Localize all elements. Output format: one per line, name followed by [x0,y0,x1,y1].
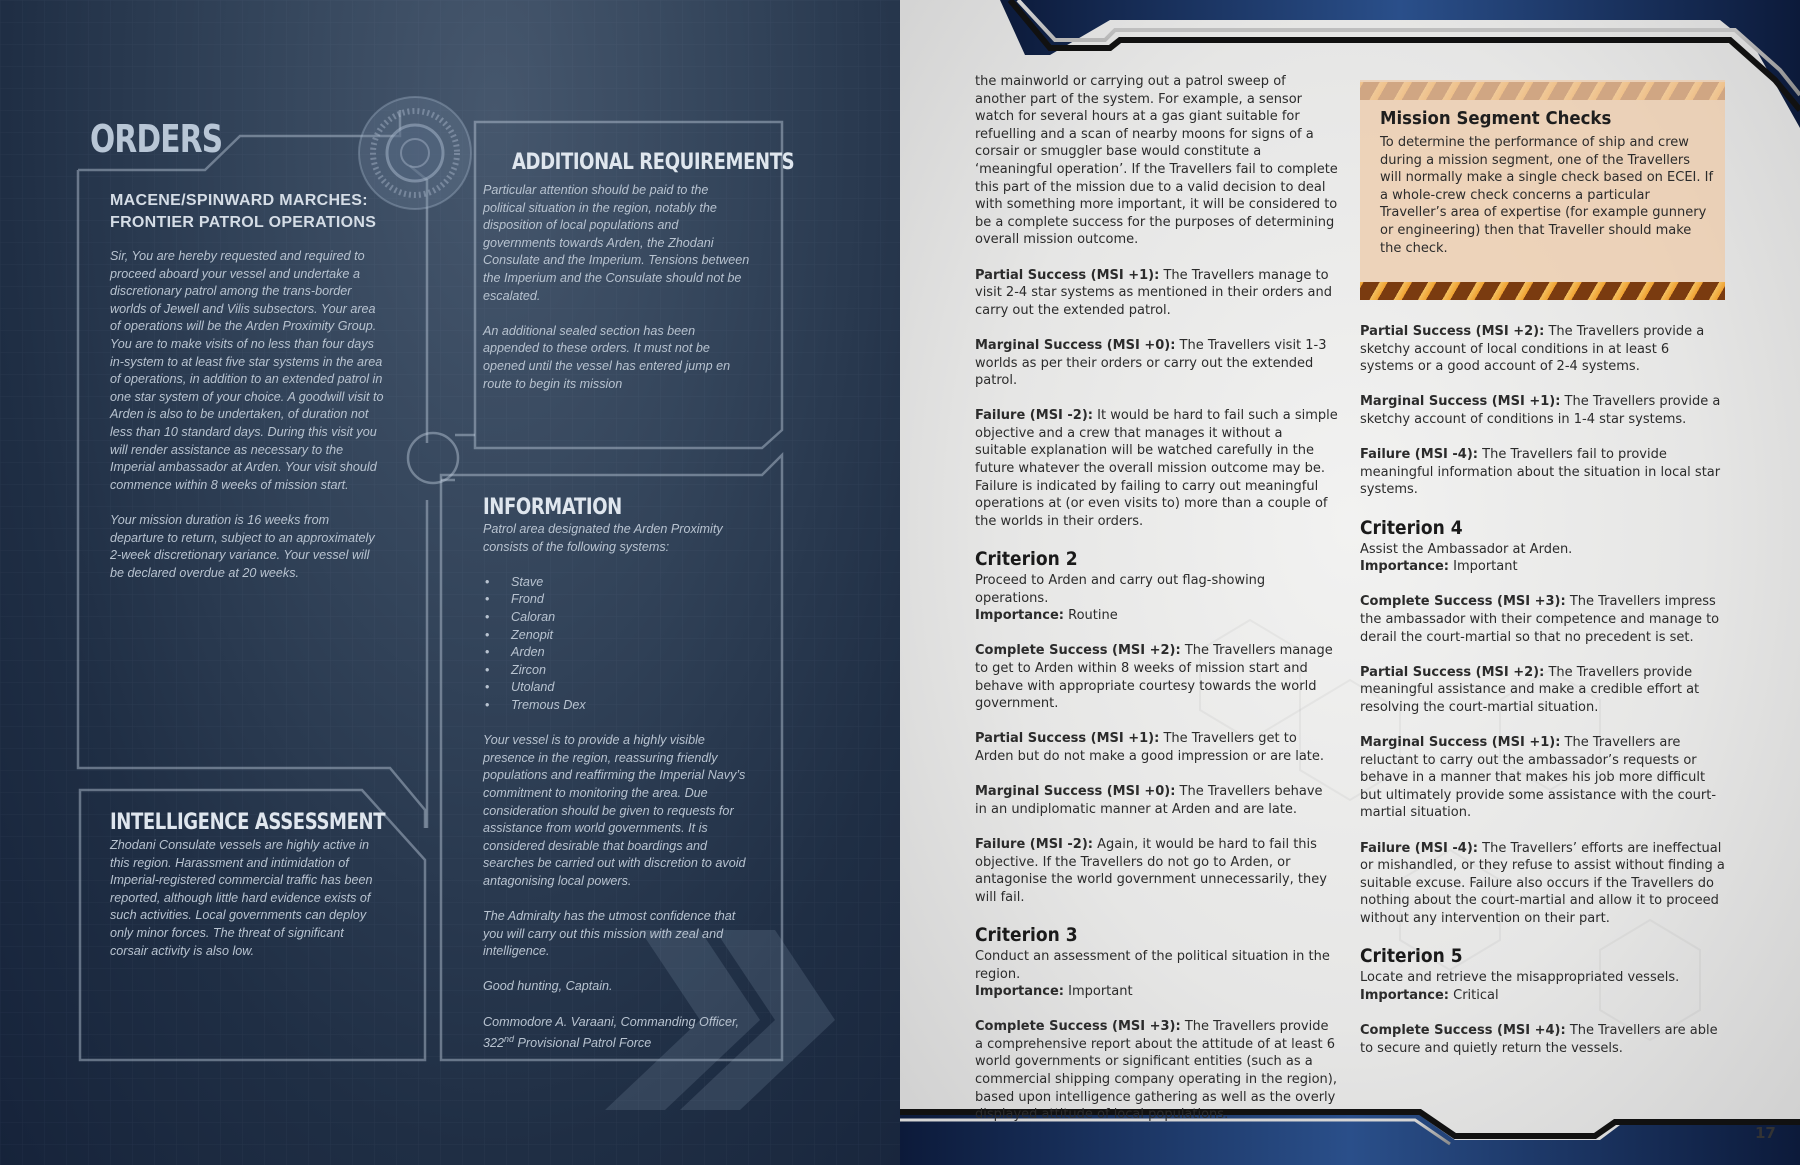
page-number: 17 [1755,1124,1776,1142]
list-item: • Zircon [483,662,753,680]
hazard-stripe-bottom [1360,282,1725,300]
orders-title: ORDERS [90,117,223,161]
signoff: Commodore A. Varaani, Commanding Officer, 322nd Provisional Patrol Force [483,1014,739,1051]
systems-list [483,574,753,715]
intel-title: INTELLIGENCE ASSESSMENT [110,810,386,835]
criteria-column-2: Partial Success (MSI +2): The Travellers provide a sketchy account of local conditions in at least 6 systems or a good account of 2-4 systems. Marginal Success (MSI +1): The Travellers provide a sketchy account of conditions in 1-4 star systems. Failure (MSI -4): The Travellers fail to provide meaningful information about the situation in local star systems. Criterion 4 Assist the Ambassador at Arden. Importance: Important Complete Success (MSI +3): The Travellers impress the ambassador with their competence and manage to derail the court-martial so that no precedent is set. Partial Success (MSI +2): The Travellers provide meaningful assistance and make a credible effort at resolving the court-martial situation. Marginal Success (MSI +1): The Travellers are reluctant to carry out the ambassador’s requests or behave in a manner that makes his job more difficult but ultimately provide some assistance with the court-martial situation. Failure (MSI -4): The Travellers’ efforts are ineffectual or mishandled, or they refuse to assist without finding a suitable excuse. Failure also occurs if the Travellers do nothing about the court-martial and allow it to proceed without any intervention on their part. Criterion 5 Locate and retrieve the misappropriated vessels. Importance: Critical Complete Success (MSI +4): The Travellers are able to secure and quietly return the vessels. [1360,324,1725,1056]
orders-body: Sir, You are hereby requested and required to proceed aboard your vessel and undertake a discretionary patrol among the trans-border worlds of Jewell and Vilis subsectors. Your area of operations will be the Arden Proximity Group. You are to make visits of no less than four days in-system to at least five star systems in the area of operations, in addition to an extended patrol in one star system of your choice. A goodwill visit to Arden is also to be undertaken, of duration not less than 10 standard days. During this visit you will render assistance as necessary to the Imperial ambassador at Arden. Your visit should commence within 8 weeks of mission start. Your mission duration is 16 weeks from departure to return, subject to an approximately 2-week discretionary variance. Your vessel will be declared overdue at 20 weeks. [110,249,384,580]
information-title: INFORMATION [483,495,622,520]
intel-body: Zhodani Consulate vessels are highly active in this region. Harassment and intimidation of Imperial-registered commercial traffic has been reported, although little hard evidence exists of such activities. Local governments can deploy only minor forces. The threat of significant corsair activity is also low. [110,838,373,958]
mission-segment-callout [1360,80,1725,300]
list-item: • Tremous Dex [483,697,753,715]
criterion-5-title: Criterion 5 [1360,945,1463,968]
additional-requirements-title: ADDITIONAL REQUIREMENTS [512,150,795,175]
list-item: • Stave [483,574,753,592]
callout-body: To determine the performance of ship and crew during a mission segment, one of the Travellers will normally make a single check based on ECEI. If a whole-crew check concerns a particular Traveller’s area of expertise (for example gunnery or engineering) then that Traveller should make the check. [1380,135,1714,256]
criterion-3-title: Criterion 3 [975,923,1078,946]
list-item: • Zenopit [483,627,753,645]
criterion-4-title: Criterion 4 [1360,516,1463,539]
list-item: • Caloran [483,609,753,627]
criteria-column-1: the mainworld or carrying out a patrol sweep of another part of the system. For example, a sensor watch for several hours at a gas giant suitable for refuelling and a scan of nearby moons for signs of a corsair or smuggler base would constitute a ‘meaningful operation’. If the Travellers fail to complete this part of the mission due to a valid decision to deal with something more important, it will be considered to be a complete success for the purposes of determining overall mission outcome. Partial Success (MSI +1): The Travellers manage to visit 2-4 star systems as mentioned in their orders and carry out the extended patrol. Marginal Success (MSI +0): The Travellers visit 1-3 worlds as per their orders or carry out the extended patrol. Failure (MSI -2): It would be hard to fail such a simple objective and a crew that manages it without a suitable explanation will be watched carefully in the future whatever the overall mission outcome may be. Failure is indicated by failing to carry out meaningful operations at (or even visits to) more than a couple of the worlds in their orders. Criterion 2 Proceed to Arden and carry out flag-showing operations. Importance: Routine Complete Success (MSI +2): The Travellers manage to get to Arden within 8 weeks of mission start and behave with appropriate courtesy towards the world government. Partial Success (MSI +1): The Travellers get to Arden but do not make a good impression or are late. Marginal Success (MSI +0): The Travellers behave in an undiplomatic manner at Arden and are late. Failure (MSI -2): Again, it would be hard to fail this objective. If the Travellers do not go to Arden, or antagonise the world government unnecessarily, they will fail. Criterion 3 Conduct an assessment of the political situation in the region. Importance: Important Complete Success (MSI +3): The Travellers provide a comprehensive report about the attitude of at least 6 world governments or significant entities (such as a commercial shipping company operating in the region), based upon intelligence gathering as well as the overly displayed attitude of local populations. [975,74,1338,1123]
callout-title: Mission Segment Checks [1380,108,1612,129]
criterion-2-title: Criterion 2 [975,548,1078,571]
information-body: Patrol area designated the Arden Proximity consists of the following systems: • Stave • Frond • Caloran • Zenopit • Arden • Zircon • Utoland • Tremous Dex Your vessel is to provide a highly visible presence in the region, reassuring friendly populations and reaffirming the Imperial Navy’s commitment to monitoring the area. Due consideration should be given to requests for assistance from world governments. It is considered desirable that boardings and searches be carried out with discretion to avoid antagonising local powers. The Admiralty has the utmost confidence that you will carry out this mission with zeal and intelligence. Good hunting, Captain. Commodore A. Varaani, Commanding Officer, 322nd Provisional Patrol Force [483,521,753,1071]
list-item: • Arden [483,644,753,662]
orders-subtitle: MACENE/SPINWARD MARCHES: FRONTIER PATROL OPERATIONS [110,192,377,231]
additional-requirements-body: Particular attention should be paid to the political situation in the region, notably the disposition of local populations and governments towards Arden, the Zhodani Consulate and the Imperium. Tensions between the Imperium and the Consulate should not be escalated. An additional sealed section has been appended to these orders. It must not be opened until the vessel has entered jump en route to begin its mission [483,183,750,391]
list-item: • Frond [483,591,753,609]
list-item: • Utoland [483,679,753,697]
